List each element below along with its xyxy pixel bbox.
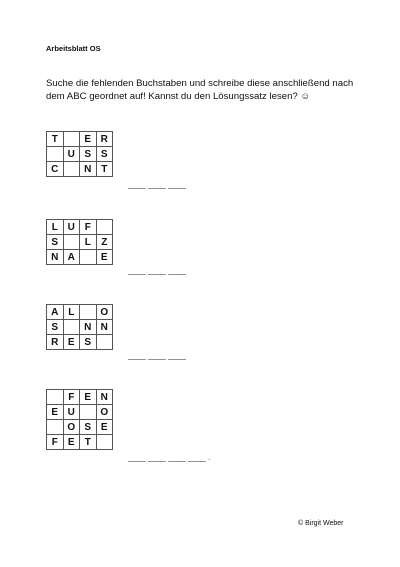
grid-row — [47, 305, 113, 320]
answer-blanks-4[interactable]: ____ ____ ____ ____ . — [128, 453, 211, 462]
grid-row — [47, 435, 113, 450]
grid-cell: T — [47, 132, 64, 147]
grid-row — [47, 220, 113, 235]
grid-cell: L — [80, 235, 97, 250]
grid-row — [47, 250, 113, 265]
grid-cell: T — [80, 435, 97, 450]
grid-row — [47, 320, 113, 335]
grid-cell: S — [96, 147, 113, 162]
grid-cell — [63, 132, 80, 147]
grid-cell — [47, 147, 64, 162]
grid-cell: E — [80, 390, 97, 405]
grid-cell — [96, 435, 113, 450]
grid-cell: F — [63, 390, 80, 405]
instructions-text: Suche die fehlenden Buchstaben und schreibe diese anschließend nach dem ABC geordnet auf! Kannst du den Lösungssatz lesen? ☺ — [46, 78, 354, 102]
grid-cell: L — [47, 220, 64, 235]
grid-row — [47, 132, 113, 147]
grid-cell: N — [47, 250, 64, 265]
grid-cell — [63, 320, 80, 335]
grid-cell: E — [96, 420, 113, 435]
grid-cell: F — [47, 435, 64, 450]
grid-cell: C — [47, 162, 64, 177]
grid-cell: N — [80, 320, 97, 335]
grid-cell: Z — [96, 235, 113, 250]
letter-grid-3 — [46, 304, 113, 350]
letter-grid-4 — [46, 389, 113, 450]
grid-cell: U — [63, 220, 80, 235]
grid-row — [47, 147, 113, 162]
grid-cell: O — [63, 420, 80, 435]
grid-cell: N — [80, 162, 97, 177]
grid-cell: E — [63, 335, 80, 350]
grid-cell — [96, 335, 113, 350]
grid-cell: R — [96, 132, 113, 147]
grid-cell: O — [96, 305, 113, 320]
answer-blanks-1[interactable]: ____ ____ ____ — [128, 180, 186, 189]
grid-row — [47, 390, 113, 405]
grid-cell: T — [96, 162, 113, 177]
grid-cell: R — [47, 335, 64, 350]
grid-cell: S — [80, 335, 97, 350]
grid-cell: E — [96, 250, 113, 265]
grid-cell: S — [80, 420, 97, 435]
grid-cell: F — [80, 220, 97, 235]
grid-row — [47, 420, 113, 435]
grid-cell: E — [63, 435, 80, 450]
grid-cell — [80, 305, 97, 320]
grid-cell: S — [47, 320, 64, 335]
letter-grid-2 — [46, 219, 113, 265]
grid-cell: L — [63, 305, 80, 320]
grid-cell — [80, 405, 97, 420]
grid-cell: U — [63, 147, 80, 162]
grid-cell — [63, 162, 80, 177]
grid-cell — [47, 390, 64, 405]
letter-grid-1 — [46, 131, 113, 177]
grid-row — [47, 335, 113, 350]
copyright-footer: © Birgit Weber — [298, 520, 344, 527]
grid-cell: E — [47, 405, 64, 420]
grid-cell: A — [63, 250, 80, 265]
page-title: Arbeitsblatt OS — [46, 44, 101, 53]
grid-row — [47, 235, 113, 250]
grid-cell — [47, 420, 64, 435]
grid-cell — [96, 220, 113, 235]
grid-cell: N — [96, 320, 113, 335]
grid-cell: S — [47, 235, 64, 250]
grid-row — [47, 405, 113, 420]
answer-blanks-3[interactable]: ____ ____ ____ — [128, 351, 186, 360]
grid-cell: O — [96, 405, 113, 420]
answer-blanks-2[interactable]: ____ ____ ____ — [128, 266, 186, 275]
grid-cell: N — [96, 390, 113, 405]
grid-cell — [63, 235, 80, 250]
grid-cell: S — [80, 147, 97, 162]
grid-cell — [80, 250, 97, 265]
grid-cell: A — [47, 305, 64, 320]
grid-cell: E — [80, 132, 97, 147]
grid-row — [47, 162, 113, 177]
grid-cell: U — [63, 405, 80, 420]
